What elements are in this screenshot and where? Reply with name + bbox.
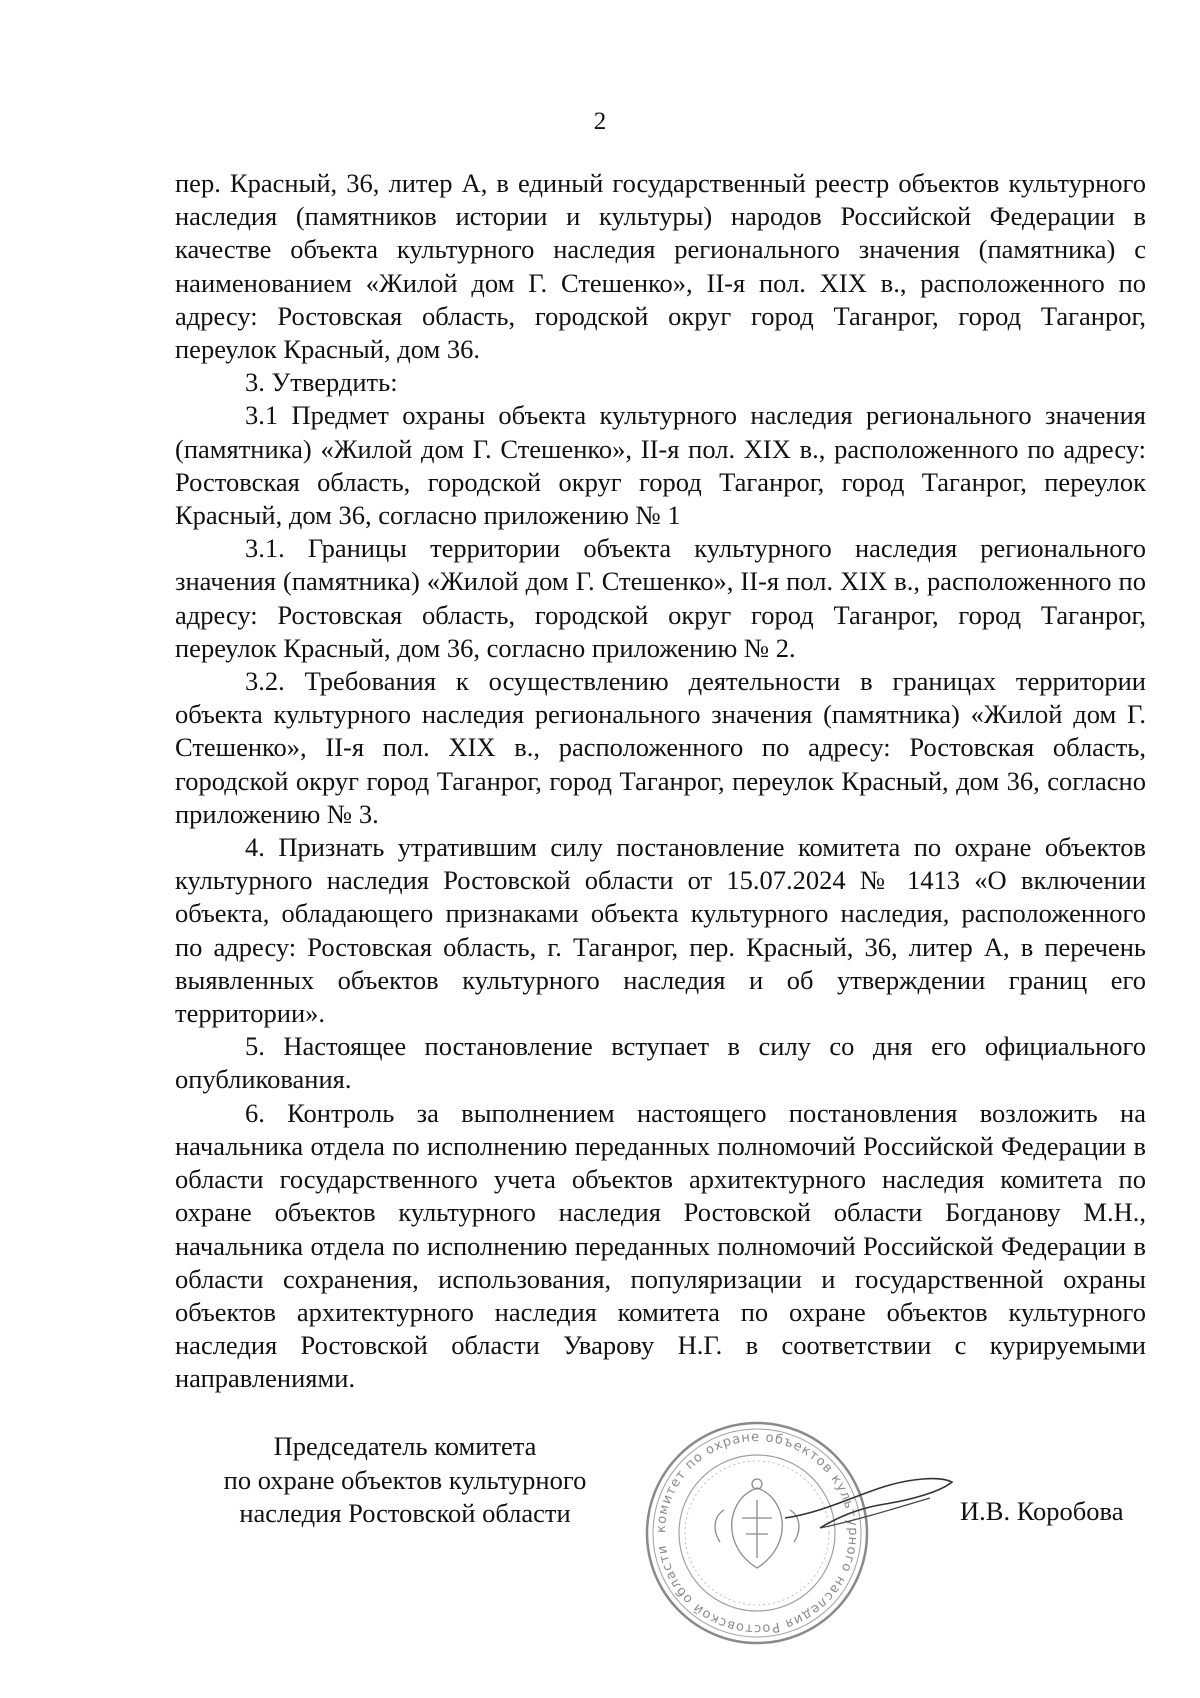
signatory-position (195, 1430, 615, 1531)
paragraph-item-3: 3. Утвердить: (245, 367, 398, 398)
seal-ring-text: комитет по охране объектов культурного наследия Ростовской области (653, 1429, 861, 1637)
paragraph-item-3-2: 3.2. Требования к осуществлению деятельности в границах территории объекта культурного наследия регионального значения (памятника) «Жилой дом Г. Стешенко», II-я пол. XIX в., расположенного по адресу: Ростовская область, городской округ город Таганрог, город Таганрог, переулок Красный, дом 36, согласно приложению № 3. (175, 666, 1146, 829)
handwritten-signature (780, 1458, 960, 1548)
paragraph-item-3-1-subject: 3.1 Предмет охраны объекта культурного наследия регионального значения (памятника) «Жилой дом Г. Стешенко», II-я пол. XIX в., расположенного по адресу: Ростовская область, городской округ город Таганрог, город Таганрог, переулок Красный, дом 36, согласно приложению № 1 (175, 400, 1146, 531)
paragraph-item-4: 4. Признать утратившим силу постановление комитета по охране объектов культурного наследия Ростовской области от 15.07.2024 № 1413 «О включении объекта, обладающего признаками объекта культурного наследия, расположенного по адресу: Ростовская область, г. Таганрог, пер. Красный, 36, литер А, в перечень выявленных объектов культурного наследия и об утверждении границ его территории». (175, 832, 1146, 1029)
signatory-position-line: Председатель комитета (273, 1431, 537, 1461)
paragraph-item-6: 6. Контроль за выполнением настоящего постановления возложить на начальника отдела по исполнению переданных полномочий Российской Федерации в области государственного учета объектов архитектурного наследия комитета по охране объектов культурного наследия Ростовской области Богданову М.Н., начальника отдела по исполнению переданных полномочий Российской Федерации в области сохранения, использования, популяризации и государственной охраны объектов архитектурного наследия комитета по охране объектов культурного наследия Ростовской области Уварову Н.Г. в соответствии с курируемыми направлениями. (175, 1097, 1146, 1394)
signatory-name: И.В. Коробова (960, 1496, 1124, 1526)
paragraph-item-3-1-boundaries: 3.1. Границы территории объекта культурного наследия регионального значения (памятника) «Жилой дом Г. Стешенко», II-я пол. XIX в., расположенного по адресу: Ростовская область, городской округ город Таганрог, город Таганрог, переулок Красный, дом 36, согласно приложению № 2. (175, 533, 1146, 663)
paragraph-continuation: пер. Красный, 36, литер А, в единый государственный реестр объектов культурного наследия (памятников истории и культуры) народов Российской Федерации в качестве объекта культурного наследия регионального значения (памятника) с наименованием «Жилой дом Г. Стешенко», II-я пол. XIX в., расположенного по адресу: Ростовская область, городской округ город Таганрог, город Таганрог, переулок Красный, дом 36. (175, 168, 1146, 365)
signatory-position-line: по охране объектов культурного (223, 1464, 587, 1495)
page-number: 2 (593, 108, 607, 135)
paragraph-item-5: 5. Настоящее постановление вступает в силу со дня его официального опубликования. (175, 1031, 1146, 1095)
signatory-position-line: наследия Ростовской области (239, 1498, 571, 1528)
document-body (175, 167, 1146, 1396)
